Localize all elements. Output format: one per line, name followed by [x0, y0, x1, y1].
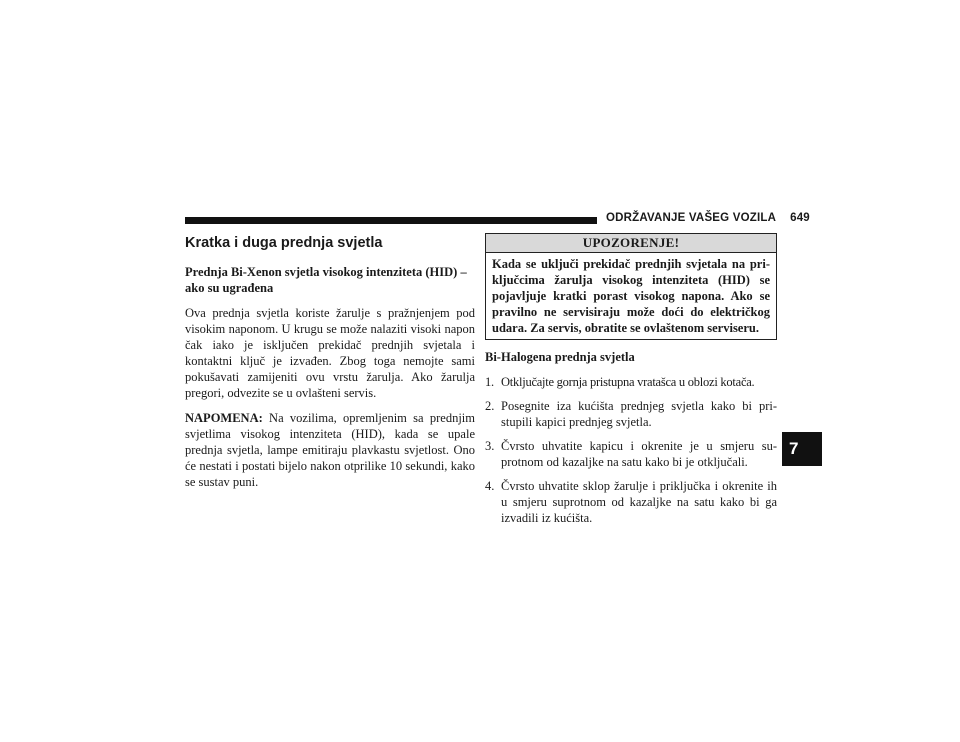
header-rule — [185, 217, 597, 224]
steps-list — [485, 374, 777, 526]
right-column — [485, 233, 777, 534]
page-number: 649 — [790, 212, 810, 224]
left-column — [185, 234, 475, 499]
step-text: Posegnite iza kućišta prednjeg svjetla kako bi pri-stupili kapici prednjeg svjetla. — [501, 399, 777, 429]
step-text: Čvrsto uhvatite sklop žarulje i priključka i okrenite ih u smjeru suprotnom od kazaljke na satu kako bi ga izvadili iz kućišta. — [501, 479, 777, 525]
warning-box — [485, 233, 777, 340]
section-name: ODRŽAVANJE VAŠEG VOZILA — [606, 212, 777, 224]
warning-title: UPOZORENJE! — [486, 234, 776, 253]
step-number: 4. — [485, 479, 495, 493]
running-head — [606, 212, 810, 224]
list-item — [485, 438, 777, 470]
hid-paragraph: Ova prednja svjetla koriste žarulje s pražnjenjem pod visokim naponom. U krugu se može nalaziti visoki napon čak iako je isključen prekidač prednjih svjetala i kontaktni ključ je izvađen. Zbog toga nemojte sami pokušavati zamijeniti ovu vrstu žarulja. Ako žarulja pregori, odvezite se u ovlašteni servis. — [185, 306, 475, 400]
hid-subhead: Prednja Bi-Xenon svjetla visokog intenziteta (HID) – ako su ugrađena — [185, 265, 467, 295]
step-number: 1. — [485, 375, 494, 389]
list-item — [485, 398, 777, 430]
note-label: NAPOMENA: — [185, 411, 263, 425]
chapter-tab: 7 — [782, 432, 822, 466]
step-text: Otključajte gornja pristupna vratašca u oblozi kotača. — [501, 375, 755, 389]
note-text: Na vozilima, opremljenim sa prednjim svjetlima visokog intenziteta (HID), kada se upale prednja svjetla, lampe emitiraju plavkastu svjetlost. Ono će nestati i postati bijelo nakon otprilike 10 sekundi, kako se sustav puni. — [185, 411, 475, 489]
note-paragraph — [185, 410, 475, 490]
step-text: Čvrsto uhvatite kapicu i okrenite je u smjeru su-protnom od kazaljke na satu kako bi je otključali. — [501, 439, 777, 469]
step-number: 3. — [485, 439, 495, 453]
list-item — [485, 374, 777, 390]
warning-text: Kada se uključi prekidač prednjih svjetala na pri-ključcima žarulja visokog intenziteta (HID) se pojavljuje kratki porast visokog napona. Ako se pravilno ne servisiraju može doći do električkog udara. Za servis, obratite se ovlaštenom serviseru. — [492, 257, 770, 335]
step-number: 2. — [485, 399, 495, 413]
section-title: Kratka i duga prednja svjetla — [185, 235, 383, 251]
halogen-subhead: Bi-Halogena prednja svjetla — [485, 350, 635, 364]
list-item — [485, 478, 777, 526]
